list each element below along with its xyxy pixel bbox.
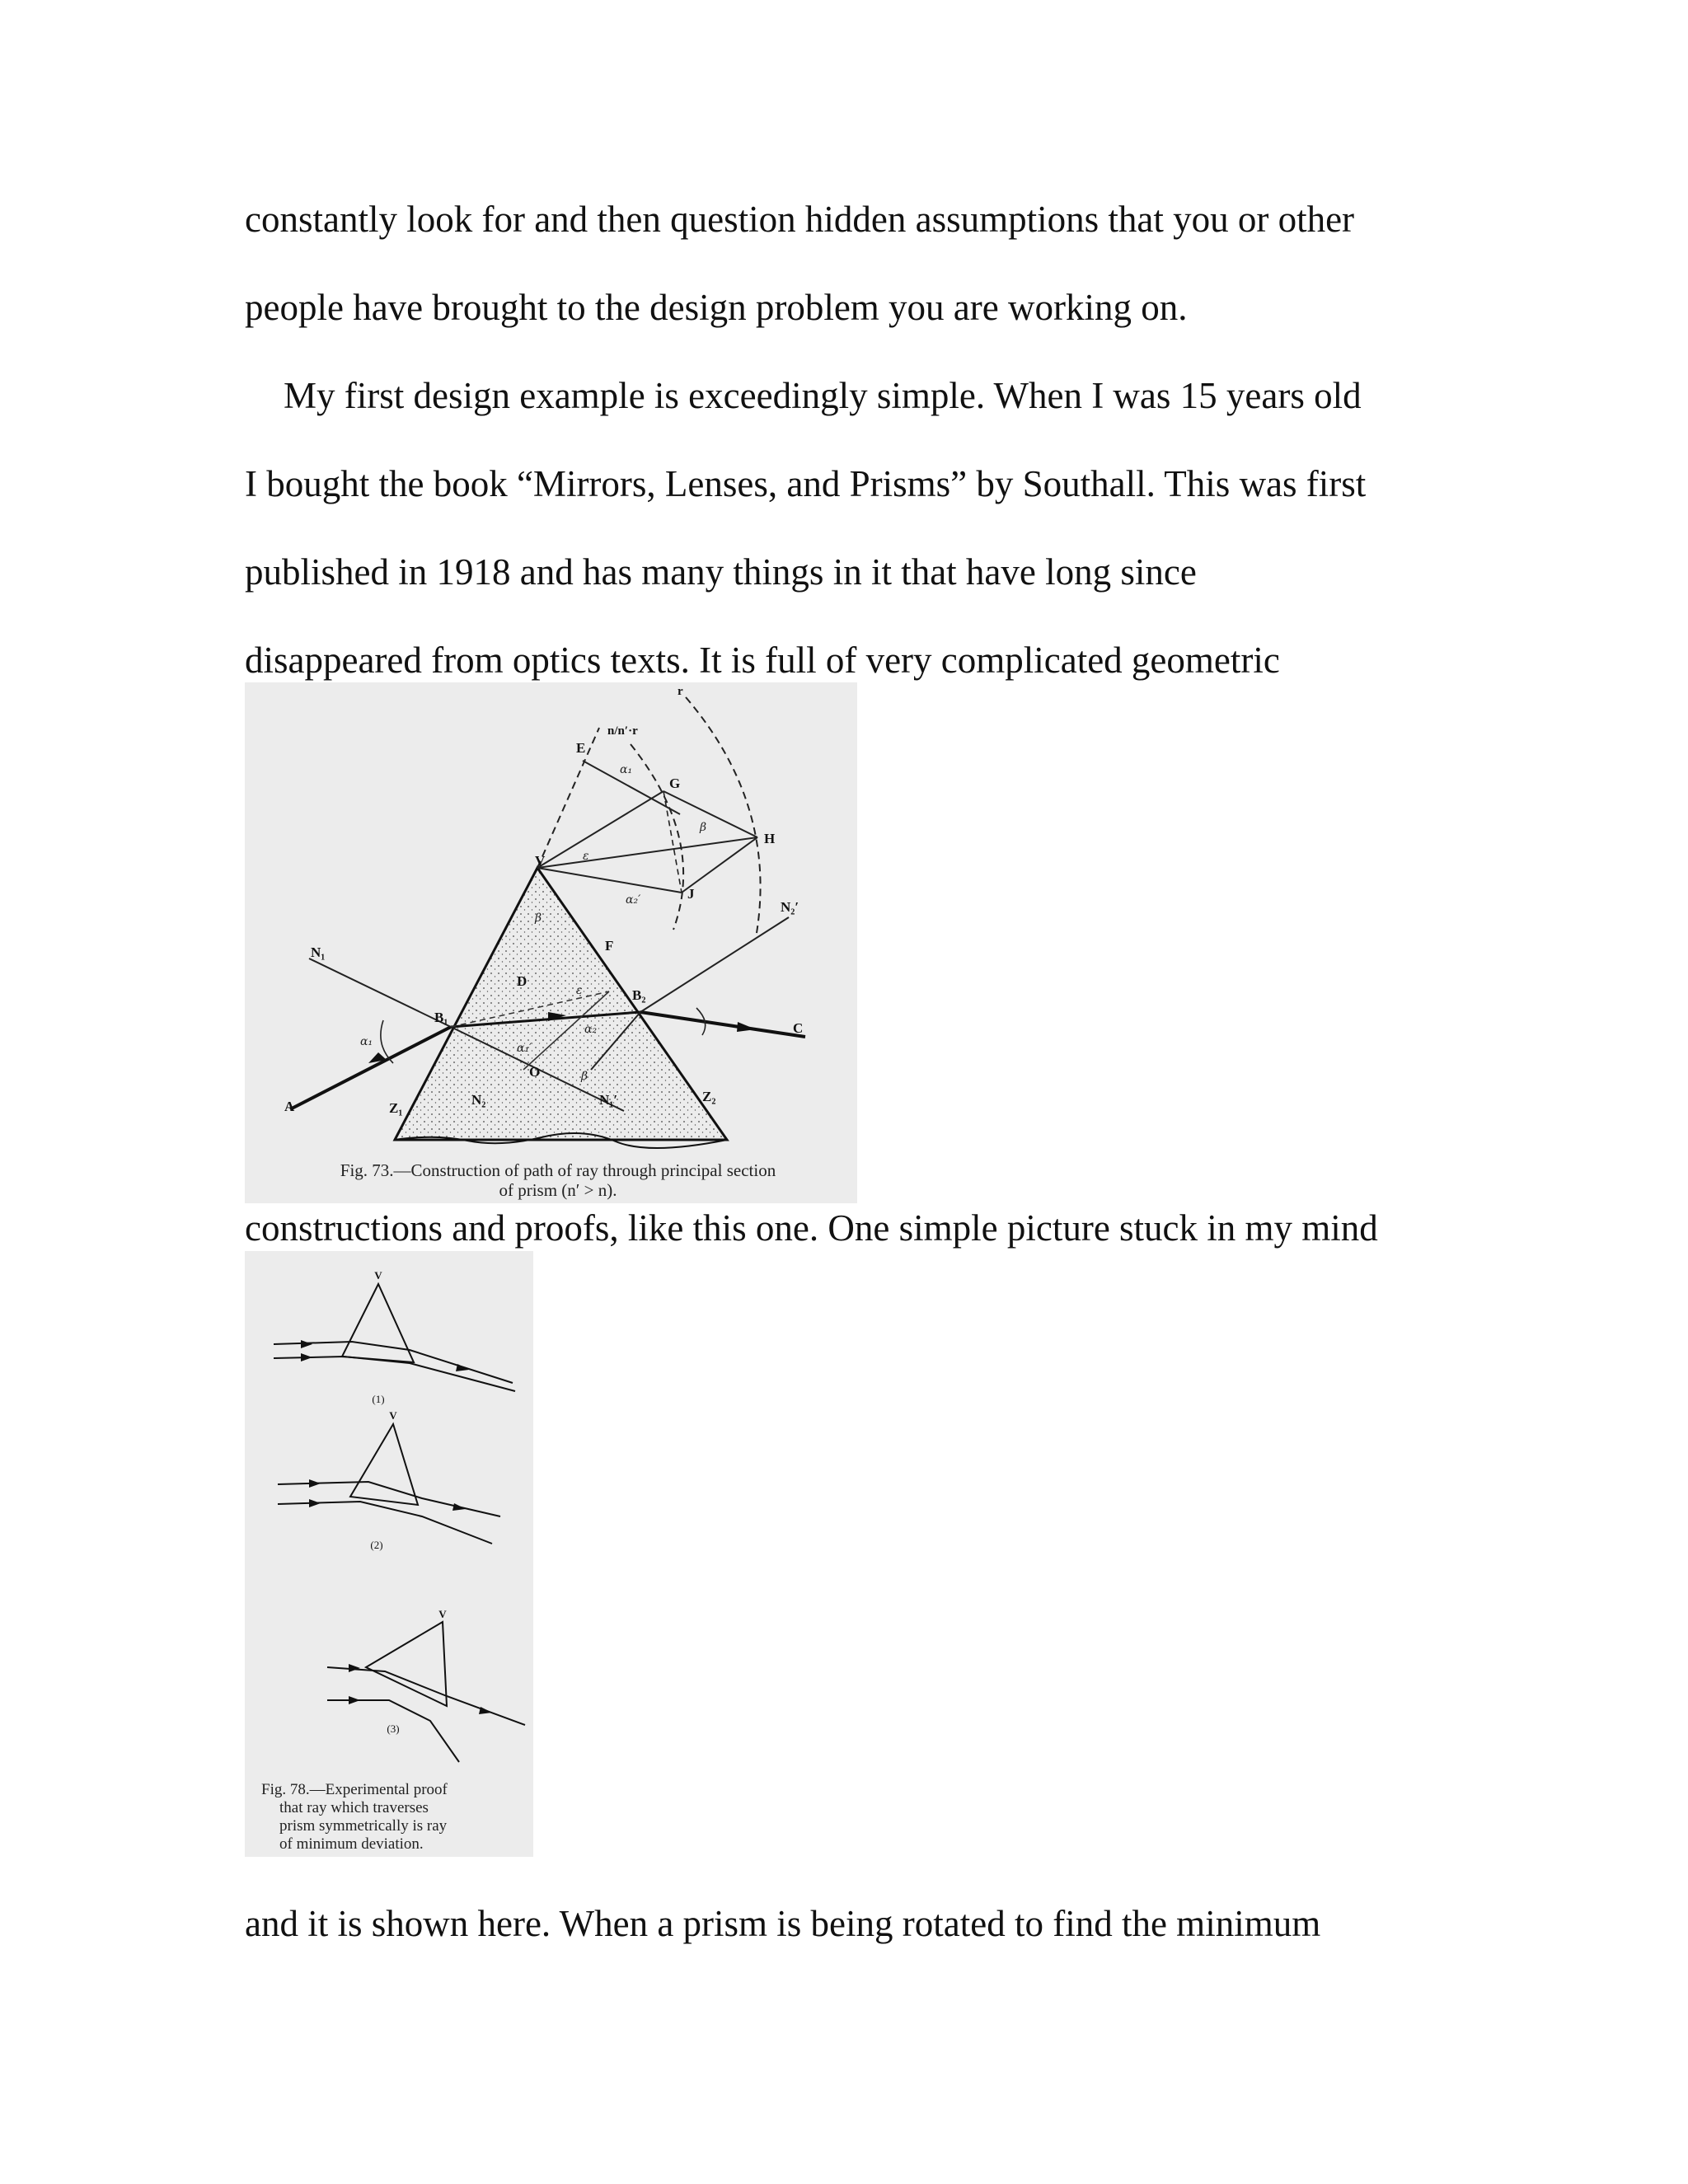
arrowhead-2a [309, 1479, 321, 1488]
label-alpha2p: α₂′ [626, 893, 641, 907]
label-d: D [517, 973, 528, 989]
label-n2: N₂ [471, 1092, 486, 1108]
label-o: O [529, 1064, 541, 1080]
prism-1 [342, 1284, 414, 1362]
label-v-2: V [389, 1409, 397, 1422]
line-v-j [537, 868, 682, 893]
figure-78 [245, 1251, 533, 1857]
text-line-4: I bought the book “Mirrors, Lenses, and Prisms” by Southall. This was first [245, 463, 1367, 504]
label-beta-h: β [700, 821, 707, 834]
dashed-extension [537, 728, 599, 868]
figure-78-caption-line-1: Fig. 78.—Experimental proof [261, 1781, 448, 1798]
label-f: F [605, 938, 614, 954]
label-alpha1-left: α₁ [360, 1035, 373, 1048]
label-h: H [764, 831, 776, 846]
text-line-7: constructions and proofs, like this one. One simple picture stuck in my mind [245, 1207, 1378, 1249]
label-sub-1: (1) [372, 1393, 385, 1405]
arc-r [686, 697, 761, 938]
label-v-1: V [374, 1269, 382, 1282]
label-v: V [535, 853, 546, 869]
figure-73-diagram [245, 682, 857, 1203]
text-line-2: people have brought to the design problem you are working on. [245, 287, 1188, 328]
ray-1b [274, 1357, 515, 1391]
label-nr: n/n′·r [607, 724, 638, 738]
label-j: J [687, 886, 695, 902]
emerging-ray [640, 1012, 805, 1037]
figure-73 [245, 682, 857, 1203]
label-alpha2: α₂ [584, 1023, 598, 1036]
line-v-g [537, 791, 663, 868]
arrowhead-2b [309, 1499, 321, 1507]
label-z2: Z₂ [702, 1089, 716, 1104]
arrowhead-3c [479, 1707, 492, 1714]
arrowhead-1a [301, 1340, 312, 1348]
figure-73-caption-line-2: of prism (n′ > n). [499, 1180, 617, 1200]
arrowhead-1b [301, 1353, 312, 1361]
label-c: C [793, 1020, 804, 1036]
figure-78-caption-line-3: prism symmetrically is ray [279, 1817, 448, 1835]
text-line-6: disappeared from optics texts. It is full of very complicated geometric [245, 640, 1280, 681]
label-r: r [678, 685, 683, 698]
arrowhead-2c [452, 1503, 466, 1511]
text-line-3: My first design example is exceedingly simple. When I was 15 years old [284, 375, 1362, 416]
label-n1: N₁ [311, 944, 326, 960]
label-z1: Z₁ [389, 1100, 403, 1116]
label-sub-3: (3) [387, 1722, 400, 1735]
figure-78-caption-line-4: of minimum deviation. [279, 1835, 424, 1853]
arrowhead-3a [349, 1664, 360, 1672]
label-eps-mid: ε [576, 984, 583, 997]
figure-78-caption-line-2: that ray which traverses [279, 1799, 429, 1816]
figure-78-diagram [245, 1251, 533, 1770]
label-beta-mid: β [581, 1070, 588, 1083]
line-g-h [663, 791, 757, 837]
label-sub-2: (2) [370, 1539, 383, 1551]
ray-2a [278, 1482, 500, 1516]
figure-73-caption [278, 1160, 838, 1200]
prism-triangle [395, 868, 727, 1140]
normal-n1 [309, 958, 451, 1027]
figure-78-caption [261, 1781, 533, 1854]
prism-2 [350, 1424, 418, 1505]
text-line-5: published in 1918 and has many things in it that have long since [245, 551, 1197, 593]
label-eps-top: ε [583, 850, 589, 863]
label-b2: B₂ [632, 987, 646, 1003]
label-b1: B₁ [434, 1010, 448, 1025]
arrowhead-3b [349, 1696, 360, 1704]
label-n2p: N₂′ [781, 899, 799, 915]
label-v-3: V [438, 1608, 447, 1620]
label-beta-top: β [535, 912, 542, 925]
text-line-1: constantly look for and then question hidden assumptions that you or other [245, 199, 1355, 240]
prism-3 [366, 1622, 447, 1706]
line-v-h [537, 837, 757, 868]
line-g-j [663, 791, 682, 893]
label-a: A [284, 1099, 295, 1114]
text-line-8: and it is shown here. When a prism is being rotated to find the minimum [245, 1903, 1321, 1944]
label-g: G [669, 776, 681, 791]
label-e: E [576, 740, 586, 756]
normal-n2p [640, 917, 789, 1012]
label-alpha1-top: α₁ [620, 763, 633, 776]
figure-73-caption-line-1: Fig. 73.—Construction of path of ray through principal section [340, 1160, 776, 1180]
label-alpha1p: α₁′ [517, 1042, 532, 1055]
label-n1p: N₁′ [599, 1092, 618, 1108]
